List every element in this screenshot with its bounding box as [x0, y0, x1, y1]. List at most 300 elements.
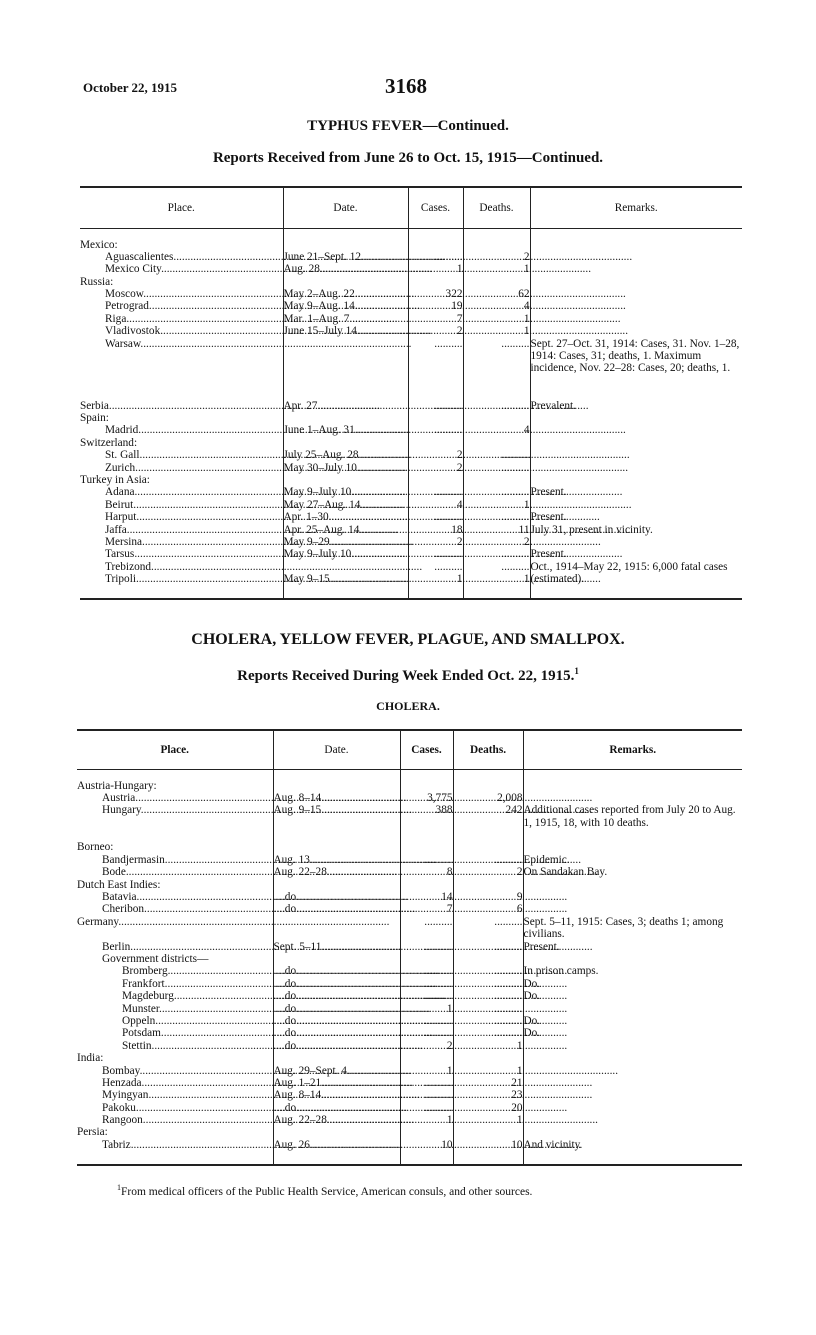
place-name: Adana ..... — [80, 486, 283, 498]
spacer-cell — [530, 228, 742, 239]
deaths-value: 1 — [523, 325, 530, 338]
date-value — [274, 1015, 400, 1027]
cases-value: 2 — [456, 535, 463, 548]
date-value: Aug. 13 ..... — [274, 854, 400, 866]
deaths-value: .......... — [494, 977, 523, 990]
place-name: Munster ..... — [77, 1003, 273, 1015]
cases-value: 2 — [456, 461, 463, 474]
cases-value — [401, 1052, 453, 1064]
date-value — [274, 1052, 400, 1064]
spacer-cell — [463, 228, 530, 239]
place-name: Mersina ..... — [80, 536, 283, 548]
remarks-text — [524, 879, 743, 891]
row-padding — [409, 585, 463, 591]
col-cases: Cases. — [408, 188, 463, 228]
remarks-text: Sept. 5–11, 1915: Cases, 3; deaths 1; among civilians. — [523, 915, 724, 941]
cases-value: .......... — [424, 1076, 453, 1089]
deaths-value: 20 — [511, 1101, 523, 1114]
date-value: Sept. 5–11 ..... — [274, 941, 400, 953]
date-value — [274, 953, 400, 965]
place-name: Persia: — [77, 1126, 108, 1139]
typhus-table — [80, 188, 742, 598]
cases-value — [401, 1126, 453, 1138]
cases-value — [409, 412, 463, 424]
remarks-text — [531, 437, 743, 449]
remarks-text: Do. — [523, 990, 541, 1003]
place-column-cell — [80, 239, 283, 598]
cases-value: 2 — [456, 449, 463, 462]
remarks-text: Present. — [523, 940, 560, 953]
ditto-leader: .... — [273, 1039, 285, 1052]
place-name: Mexico: — [80, 238, 118, 251]
row-padding — [531, 585, 743, 597]
deaths-value: .......... — [501, 449, 530, 462]
deaths-value: 2,008 — [497, 791, 523, 804]
date-column-cell — [283, 239, 408, 598]
cases-value: 8 — [446, 866, 453, 879]
date-value: May 30–July 10 ..... — [284, 462, 408, 474]
ditto-leader: .... — [273, 977, 285, 990]
remarks-text — [531, 239, 743, 251]
cases-value: 2 — [446, 1039, 453, 1052]
remarks-text: Epidemic. — [523, 853, 570, 866]
date-value — [274, 1003, 400, 1015]
remarks-text — [524, 1126, 743, 1138]
remarks-text: Prevalent. — [530, 399, 576, 412]
place-name: Madrid ..... — [80, 424, 283, 436]
remarks-text: Do. — [523, 1014, 541, 1027]
cases-value — [401, 841, 453, 853]
cholera-section-title: CHOLERA, YELLOW FEVER, PLAGUE, AND SMALLPOX. — [191, 631, 625, 648]
place-name: Vladivostok ..... — [80, 325, 283, 337]
date-value: May 9–Aug. 14 ..... — [284, 300, 408, 312]
remarks-text: On Sandakan Bay. — [523, 866, 608, 879]
cases-value: .......... — [434, 560, 463, 573]
deaths-value — [464, 437, 530, 449]
deaths-value — [454, 1126, 523, 1138]
deaths-value: .......... — [494, 1014, 523, 1027]
cases-value: .......... — [424, 1027, 453, 1040]
remarks-text: In prison camps. — [523, 965, 599, 978]
ditto-text: do — [284, 1101, 297, 1114]
remarks-text: July 31, present in vicinity. — [530, 523, 653, 536]
ditto-leader: .... — [273, 1002, 285, 1015]
place-name: Dutch East Indies: — [77, 878, 161, 891]
date-value: May 9–29 ..... — [284, 536, 408, 548]
place-name: Berlin ..... — [77, 941, 273, 953]
deaths-value — [454, 1052, 523, 1064]
date-value — [284, 412, 408, 424]
deaths-value: 1 — [516, 1039, 523, 1052]
deaths-value: .......... — [494, 853, 523, 866]
date-value: May 9–July 10 ..... — [284, 548, 408, 560]
place-name: Stettin ..... — [77, 1040, 273, 1052]
remarks-text: Do. — [523, 977, 541, 990]
deaths-value: 1 — [523, 498, 530, 511]
date-value — [284, 276, 408, 288]
place-name: St. Gall ..... — [80, 449, 283, 461]
date-value — [274, 879, 400, 891]
deaths-value: .......... — [494, 915, 523, 928]
place-name: Zurich ..... — [80, 462, 283, 474]
place-name: India: — [77, 1052, 104, 1065]
date-value: Apr. 1–30 ..... — [284, 511, 408, 523]
deaths-value: 242 — [505, 804, 523, 817]
ditto-text: do — [284, 1002, 297, 1015]
place-name: Trebizond ..... — [80, 561, 283, 573]
date-value — [274, 978, 400, 990]
typhus-table-bottom-rule — [80, 598, 742, 600]
cases-value: .......... — [424, 1014, 453, 1027]
place-name: Government districts— — [102, 953, 209, 965]
deaths-value: 2 — [523, 535, 530, 548]
place-name: Pakoku ..... — [77, 1102, 273, 1114]
date-value — [284, 239, 408, 251]
cholera-header-row — [77, 731, 742, 769]
place-name: Austria ..... — [77, 792, 273, 804]
footnote-marker: 1 — [117, 1183, 121, 1192]
spacer-cell — [80, 228, 283, 239]
date-value: May 9–15 ..... — [284, 573, 408, 585]
deaths-value: .......... — [501, 399, 530, 412]
cases-value: 1 — [446, 1114, 453, 1127]
deaths-value: .......... — [494, 965, 523, 978]
typhus-title: TYPHUS FEVER—Continued. — [307, 118, 509, 134]
cases-value: 1 — [456, 573, 463, 586]
place-name: Tripoli ..... — [80, 573, 283, 585]
cases-value: .......... — [424, 977, 453, 990]
deaths-value — [464, 412, 530, 424]
spacer-cell — [453, 769, 523, 780]
cases-value: .......... — [434, 511, 463, 524]
deaths-value: .......... — [494, 990, 523, 1003]
remarks-text — [531, 276, 743, 288]
spacer-row — [77, 769, 742, 780]
place-name: Riga ..... — [80, 313, 283, 325]
cases-value: 14 — [441, 891, 453, 904]
deaths-value: 11 — [518, 523, 530, 536]
remarks-text: Present. — [530, 511, 567, 524]
cases-value — [401, 879, 453, 891]
deaths-value: 21 — [511, 1076, 523, 1089]
remarks-text — [524, 841, 743, 853]
place-name: Hungary ..... — [77, 804, 273, 841]
place-name: Frankfort ..... — [77, 978, 273, 990]
deaths-value: .......... — [501, 511, 530, 524]
deaths-value — [454, 780, 523, 792]
cases-value: .......... — [434, 399, 463, 412]
place-name: Austria-Hungary: — [77, 779, 157, 792]
remarks-text: Present. — [530, 548, 567, 561]
place-name: Turkey in Asia: — [80, 473, 150, 486]
deaths-value: 4 — [523, 424, 530, 437]
date-value: July 25–Aug. 28 ..... — [284, 449, 408, 461]
ditto-leader: .... — [273, 1027, 285, 1040]
deaths-value: .......... — [501, 337, 530, 350]
cholera-subtitle-text: Reports Received During Week Ended Oct. 22, 1915. — [237, 668, 575, 684]
col-deaths: Deaths. — [463, 188, 530, 228]
cases-value: .......... — [424, 990, 453, 1003]
deaths-value — [454, 879, 523, 891]
deaths-value: .......... — [501, 461, 530, 474]
ditto-leader: .... — [273, 990, 285, 1003]
table-body-row — [80, 239, 742, 598]
ditto-text: do — [284, 1039, 297, 1052]
remarks-text — [531, 474, 743, 486]
remarks-text — [524, 953, 743, 965]
deaths-value: 1 — [523, 263, 530, 276]
ditto-leader: .... — [273, 903, 285, 916]
place-name: Bromberg ..... — [77, 965, 273, 977]
deaths-value: .......... — [501, 548, 530, 561]
deaths-value: 1 — [516, 1114, 523, 1127]
cases-value: .......... — [424, 853, 453, 866]
cases-value: 1 — [446, 1002, 453, 1015]
cases-value: 388 — [435, 804, 453, 817]
place-name: Switzerland: — [80, 436, 138, 449]
spacer-row — [80, 228, 742, 239]
date-value — [274, 1126, 400, 1138]
date-value: June 15–July 14 ..... — [284, 325, 408, 337]
ditto-leader: .... — [273, 965, 285, 978]
col-place: Place. — [77, 731, 273, 769]
deaths-value — [454, 841, 523, 853]
remarks-text: Do. — [523, 1027, 541, 1040]
cholera-subtitle — [0, 666, 816, 685]
cases-value: 1 — [456, 263, 463, 276]
date-value: June 1–Aug. 31 ..... — [284, 424, 408, 436]
cholera-table — [77, 731, 742, 1164]
place-name: Cheribon ..... — [77, 903, 273, 915]
date-value: Mar. 1–Aug. 7 ..... — [284, 313, 408, 325]
deaths-value: .......... — [501, 560, 530, 573]
date-value: Aug. 22–28 ..... — [274, 866, 400, 878]
cases-value — [409, 437, 463, 449]
cases-value: .......... — [424, 1089, 453, 1102]
date-value: Aug. 1–21 ..... — [274, 1077, 400, 1089]
deaths-value: 6 — [516, 903, 523, 916]
cases-value — [409, 239, 463, 251]
place-name: Oppeln ..... — [77, 1015, 273, 1027]
cases-value: .......... — [424, 965, 453, 978]
date-value: Aug. 8–14 ..... — [274, 792, 400, 804]
date-value — [274, 990, 400, 1002]
cases-value: .......... — [424, 940, 453, 953]
cases-value — [409, 276, 463, 288]
place-name: Rangoon ..... — [77, 1114, 273, 1126]
ditto-text: do — [284, 977, 297, 990]
remarks-text: Additional cases reported from July 20 to Aug. 1, 1915, 18, with 10 deaths. — [523, 804, 736, 829]
deaths-value: 2 — [523, 250, 530, 263]
spacer-cell — [283, 228, 408, 239]
remarks-text: Present. — [530, 486, 567, 499]
row-padding — [401, 1151, 453, 1157]
place-name: Serbia ..... — [80, 400, 283, 412]
deaths-value: 4 — [523, 300, 530, 313]
place-name: Potsdam ..... — [77, 1027, 273, 1039]
cases-value: 322 — [445, 288, 463, 301]
ditto-text: do — [284, 990, 297, 1003]
place-name: Jaffa ..... — [80, 524, 283, 536]
spacer-cell — [400, 769, 453, 780]
deaths-value: 62 — [518, 288, 530, 301]
row-padding — [80, 585, 283, 591]
deaths-value: 2 — [516, 866, 523, 879]
col-place: Place. — [80, 188, 283, 228]
date-value — [274, 841, 400, 853]
page-date: October 22, 1915 — [83, 80, 177, 95]
date-value: Apr. 27 ..... — [284, 400, 408, 412]
place-name: Magdeburg ..... — [77, 990, 273, 1002]
remarks-text: Oct., 1914–May 22, 1915: 6,000 fatal cases (estimated). — [530, 560, 728, 586]
cases-value: .......... — [424, 1101, 453, 1114]
cases-value: .......... — [434, 486, 463, 499]
date-value — [274, 903, 400, 915]
remarks-text — [531, 412, 743, 424]
cases-value: .......... — [434, 548, 463, 561]
cases-value: .......... — [434, 424, 463, 437]
ditto-text: do — [284, 903, 297, 916]
deaths-value: 23 — [511, 1089, 523, 1102]
row-padding — [454, 1151, 523, 1157]
col-remarks: Remarks. — [523, 731, 742, 769]
deaths-value — [464, 276, 530, 288]
typhus-subtitle: Reports Received from June 26 to Oct. 15, 1915—Continued. — [212, 150, 604, 166]
place-column-cell — [77, 780, 273, 1164]
date-value — [274, 891, 400, 903]
row-padding — [274, 1151, 400, 1157]
place-name: Tabriz ..... — [77, 1139, 273, 1151]
footnote-mark: 1 — [574, 666, 579, 676]
remarks-text — [524, 1052, 743, 1064]
cases-value: .......... — [434, 250, 463, 263]
date-value: May 2–Aug. 22 ..... — [284, 288, 408, 300]
place-name: Tarsus ..... — [80, 548, 283, 560]
ditto-text: do — [284, 965, 297, 978]
date-value: Apr. 25–Aug. 14 ..... — [284, 524, 408, 536]
deaths-value — [464, 239, 530, 251]
deaths-value — [464, 474, 530, 486]
cases-value: 7 — [446, 903, 453, 916]
date-value: Aug. 28 ..... — [284, 263, 408, 275]
deaths-value: .......... — [494, 1027, 523, 1040]
row-padding — [284, 585, 408, 591]
cases-value: .......... — [434, 337, 463, 350]
deaths-value: 9 — [516, 891, 523, 904]
cases-value: .......... — [424, 915, 453, 928]
cases-value — [401, 953, 453, 965]
cases-value — [409, 474, 463, 486]
place-name: Mexico City ..... — [80, 263, 283, 275]
date-value: June 21–Sept. 12 ..... — [284, 251, 408, 263]
col-deaths: Deaths. — [453, 731, 523, 769]
row-padding — [77, 1151, 273, 1157]
cases-value: 19 — [451, 300, 463, 313]
cases-value: 1 — [446, 1064, 453, 1077]
place-name: Moscow ..... — [80, 288, 283, 300]
place-name: Germany ..... — [77, 916, 273, 941]
spacer-cell — [273, 769, 400, 780]
place-name: Harput ..... — [80, 511, 283, 523]
place-name: Russia: — [80, 275, 114, 288]
ditto-leader: .... — [273, 891, 285, 904]
row-padding — [524, 1151, 743, 1163]
ditto-text: do — [284, 1014, 297, 1027]
place-name: Borneo: — [77, 841, 114, 854]
spacer-cell — [77, 769, 273, 780]
deaths-value: 10 — [511, 1138, 523, 1151]
col-date: Date. — [273, 731, 400, 769]
deaths-value: .......... — [494, 1002, 523, 1015]
table-body-row — [77, 780, 742, 1164]
cholera-table-bottom-rule — [77, 1164, 742, 1166]
date-value — [274, 1040, 400, 1052]
date-value — [284, 474, 408, 486]
row-padding — [464, 585, 530, 591]
date-value — [274, 780, 400, 792]
date-value: May 27–Aug. 14 ..... — [284, 499, 408, 511]
ditto-text: do — [284, 891, 297, 904]
spacer-cell — [523, 769, 742, 780]
cholera-table-title: CHOLERA. — [376, 699, 440, 713]
place-name: Bombay ..... — [77, 1065, 273, 1077]
ditto-leader: .... — [273, 1014, 285, 1027]
cases-value: 3,775 — [427, 791, 453, 804]
cases-value: 10 — [441, 1138, 453, 1151]
remarks-text: Sept. 27–Oct. 31, 1914: Cases, 31. Nov. 1–28, 1914: Cases, 31; deaths, 1. Maximum incidence, Nov. 22–28: Cases, 20; deaths, 1. — [530, 337, 740, 375]
place-name: Aguascalientes ..... — [80, 251, 283, 263]
date-value: Aug. 26 ..... — [274, 1139, 400, 1151]
date-value: May 9–July 10 ..... — [284, 486, 408, 498]
remarks-text: And vicinity. — [523, 1138, 583, 1151]
date-value: Aug. 29–Sept. 4 ..... — [274, 1065, 400, 1077]
ditto-leader: .... — [273, 1101, 285, 1114]
date-value — [274, 1027, 400, 1039]
date-value: Aug. 22–28 ..... — [274, 1114, 400, 1126]
place-name: Beirut ..... — [80, 499, 283, 511]
cases-value: 7 — [456, 312, 463, 325]
deaths-value: 1 — [523, 573, 530, 586]
cases-value: 2 — [456, 325, 463, 338]
cases-value: 4 — [456, 498, 463, 511]
date-value: Aug. 8–14 ..... — [274, 1089, 400, 1101]
date-value — [274, 965, 400, 977]
footnote-text: From medical officers of the Public Health Service, American consuls, and other sources. — [121, 1185, 533, 1198]
col-cases: Cases. — [400, 731, 453, 769]
place-name: Warsaw ..... — [80, 338, 283, 400]
date-value — [274, 1102, 400, 1114]
deaths-value: 1 — [516, 1064, 523, 1077]
remarks-text — [524, 780, 743, 792]
col-remarks: Remarks. — [530, 188, 742, 228]
place-name: Bode ..... — [77, 866, 273, 878]
place-name: Myingyan ..... — [77, 1089, 273, 1101]
place-name: Petrograd ..... — [80, 300, 283, 312]
deaths-value: .......... — [501, 486, 530, 499]
place-name: Batavia ..... — [77, 891, 273, 903]
place-name: Henzada ..... — [77, 1077, 273, 1089]
ditto-text: do — [284, 1027, 297, 1040]
footnote — [117, 1183, 532, 1198]
page-number: 3168 — [385, 74, 427, 98]
date-value — [284, 437, 408, 449]
place-name: Spain: — [80, 412, 109, 425]
cases-value — [401, 780, 453, 792]
cases-value: 18 — [451, 523, 463, 536]
typhus-header-row — [80, 188, 742, 228]
deaths-value: .......... — [494, 940, 523, 953]
place-name: Bandjermasin ..... — [77, 854, 273, 866]
